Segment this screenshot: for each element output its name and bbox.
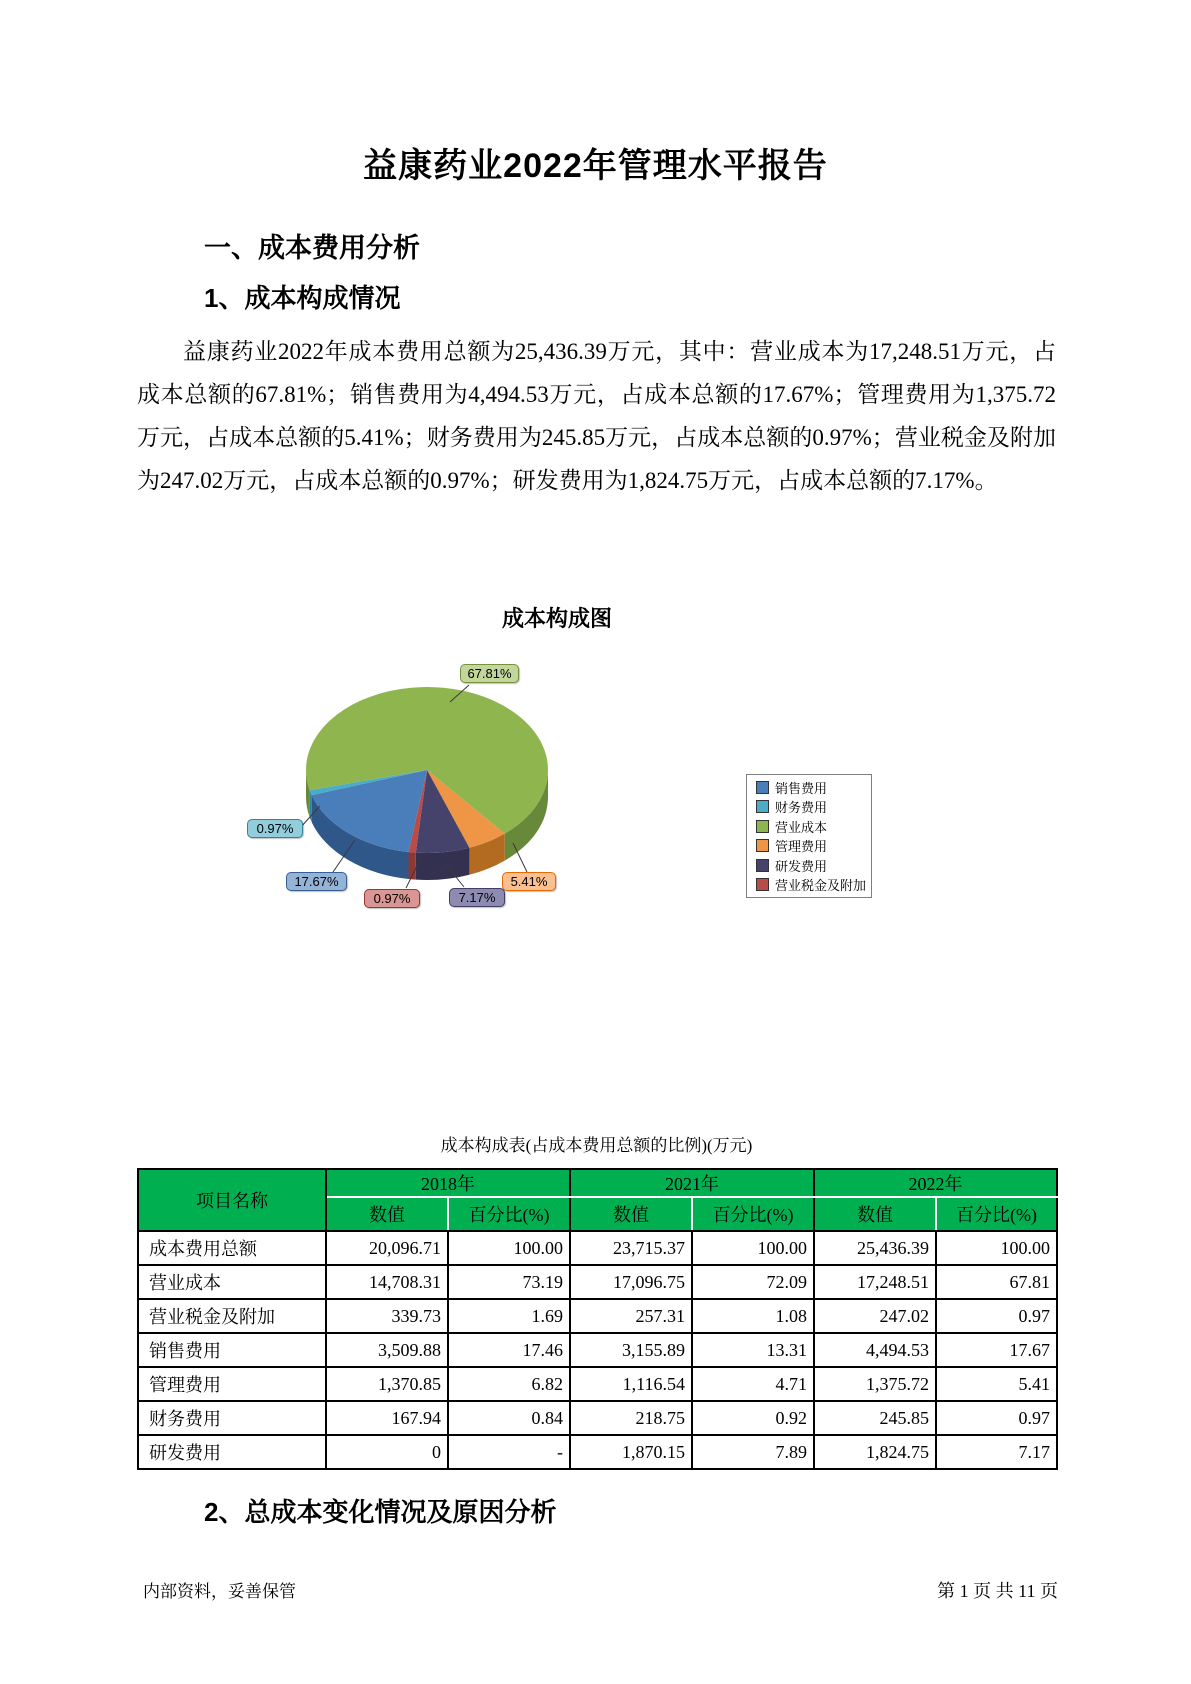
value-cell: 100.00	[448, 1231, 570, 1265]
section-heading-cost-analysis: 一、成本费用分析	[204, 233, 420, 263]
value-cell: 257.31	[570, 1299, 692, 1333]
value-cell: 5.41	[936, 1367, 1057, 1401]
row-label-cell: 销售费用	[138, 1333, 326, 1367]
table-row	[138, 1265, 1057, 1299]
value-cell: 17.67	[936, 1333, 1057, 1367]
value-cell: 339.73	[326, 1299, 448, 1333]
legend-swatch-icon	[756, 800, 769, 813]
subheader-value-2018: 数值	[326, 1197, 448, 1231]
year-header-2021: 2021年	[570, 1169, 814, 1197]
value-cell: 25,436.39	[814, 1231, 936, 1265]
table-row	[138, 1333, 1057, 1367]
legend-swatch-icon	[756, 820, 769, 833]
table-row	[138, 1231, 1057, 1265]
value-cell: 17.46	[448, 1333, 570, 1367]
table-row	[138, 1401, 1057, 1435]
value-cell: 100.00	[936, 1231, 1057, 1265]
value-cell: 17,096.75	[570, 1265, 692, 1299]
subheader-percent-2022: 百分比(%)	[936, 1197, 1057, 1231]
subsection-heading-cost-composition: 1、成本构成情况	[204, 283, 401, 313]
value-cell: 23,715.37	[570, 1231, 692, 1265]
legend-item	[756, 875, 871, 895]
table-row	[138, 1435, 1057, 1469]
value-cell: 3,155.89	[570, 1333, 692, 1367]
table-title: 成本构成表(占成本费用总额的比例)(万元)	[440, 1136, 753, 1155]
pie-label-finance-expense: 0.97%	[247, 819, 303, 838]
value-cell: 0.92	[692, 1401, 814, 1435]
legend-swatch-icon	[756, 839, 769, 852]
legend-item	[756, 797, 871, 817]
year-header-2022: 2022年	[814, 1169, 1057, 1197]
subheader-percent-2018: 百分比(%)	[448, 1197, 570, 1231]
pie-label-selling-expense: 17.67%	[286, 872, 347, 891]
value-cell: 0.97	[936, 1401, 1057, 1435]
legend-label: 管理费用	[775, 839, 828, 855]
value-cell: 67.81	[936, 1265, 1057, 1299]
value-cell: 17,248.51	[814, 1265, 936, 1299]
cost-summary-paragraph: 益康药业2022年成本费用总额为25,436.39万元，其中：营业成本为17,248.51万元，占成本总额的67.81%；销售费用为4,494.53万元，占成本总额的17.67%；管理费用为1,375.72万元，占成本总额的5.41%；财务费用为245.85万元，占成本总额的0.97%；营业税金及附加为247.02万元，占成本总额的0.97%；研发费用为1,824.75万元，占成本总额的7.17%。	[137, 339, 1056, 493]
value-cell: 1,870.15	[570, 1435, 692, 1469]
subheader-value-2021: 数值	[570, 1197, 692, 1231]
value-cell: 6.82	[448, 1367, 570, 1401]
subsection-heading-total-cost-change: 2、总成本变化情况及原因分析	[204, 1497, 557, 1527]
value-cell: 4,494.53	[814, 1333, 936, 1367]
value-cell: -	[448, 1435, 570, 1469]
value-cell: 1,370.85	[326, 1367, 448, 1401]
value-cell: 1.08	[692, 1299, 814, 1333]
chart-legend	[746, 774, 872, 898]
legend-item	[756, 856, 871, 876]
legend-swatch-icon	[756, 781, 769, 794]
cost-composition-table	[137, 1168, 1058, 1470]
footer-confidential-note: 内部资料，妥善保管	[143, 1582, 296, 1601]
value-cell: 73.19	[448, 1265, 570, 1299]
value-cell: 3,509.88	[326, 1333, 448, 1367]
table-row	[138, 1367, 1057, 1401]
subheader-percent-2021: 百分比(%)	[692, 1197, 814, 1231]
legend-item	[756, 817, 871, 837]
row-label-cell: 营业税金及附加	[138, 1299, 326, 1333]
chart-title: 成本构成图	[501, 606, 612, 631]
row-label-cell: 管理费用	[138, 1367, 326, 1401]
row-label-cell: 研发费用	[138, 1435, 326, 1469]
legend-label: 财务费用	[775, 800, 828, 816]
value-cell: 247.02	[814, 1299, 936, 1333]
row-label-cell: 营业成本	[138, 1265, 326, 1299]
value-cell: 245.85	[814, 1401, 936, 1435]
legend-label: 研发费用	[775, 858, 828, 874]
footer-page-number: 第 1 页 共 11 页	[937, 1581, 1058, 1601]
legend-swatch-icon	[756, 859, 769, 872]
pie-label-rd-expense: 7.17%	[449, 888, 505, 907]
value-cell: 4.71	[692, 1367, 814, 1401]
pie-label-admin-expense: 5.41%	[502, 872, 556, 891]
year-header-2018: 2018年	[326, 1169, 570, 1197]
value-cell: 20,096.71	[326, 1231, 448, 1265]
table-header-row-years	[138, 1169, 1057, 1197]
value-cell: 1,824.75	[814, 1435, 936, 1469]
value-cell: 14,708.31	[326, 1265, 448, 1299]
value-cell: 1,375.72	[814, 1367, 936, 1401]
legend-label: 营业税金及附加	[775, 878, 867, 894]
table-row	[138, 1299, 1057, 1333]
legend-item	[756, 836, 871, 856]
value-cell: 167.94	[326, 1401, 448, 1435]
legend-item	[756, 778, 871, 798]
pie-label-operating-cost: 67.81%	[460, 664, 519, 683]
value-cell: 1,116.54	[570, 1367, 692, 1401]
legend-label: 营业成本	[775, 819, 828, 835]
cost-composition-chart	[137, 596, 1056, 926]
value-cell: 13.31	[692, 1333, 814, 1367]
value-cell: 218.75	[570, 1401, 692, 1435]
value-cell: 0.97	[936, 1299, 1057, 1333]
pie-chart	[137, 596, 1056, 926]
row-label-cell: 成本费用总额	[138, 1231, 326, 1265]
legend-swatch-icon	[756, 878, 769, 891]
page-title: 益康药业2022年管理水平报告	[363, 147, 828, 185]
value-cell: 0.84	[448, 1401, 570, 1435]
legend-label: 销售费用	[775, 780, 828, 796]
subheader-value-2022: 数值	[814, 1197, 936, 1231]
pie-label-business-tax: 0.97%	[364, 889, 420, 908]
value-cell: 7.17	[936, 1435, 1057, 1469]
row-label-cell: 财务费用	[138, 1401, 326, 1435]
table-corner-header: 项目名称	[138, 1169, 326, 1231]
value-cell: 0	[326, 1435, 448, 1469]
value-cell: 1.69	[448, 1299, 570, 1333]
value-cell: 72.09	[692, 1265, 814, 1299]
value-cell: 100.00	[692, 1231, 814, 1265]
value-cell: 7.89	[692, 1435, 814, 1469]
